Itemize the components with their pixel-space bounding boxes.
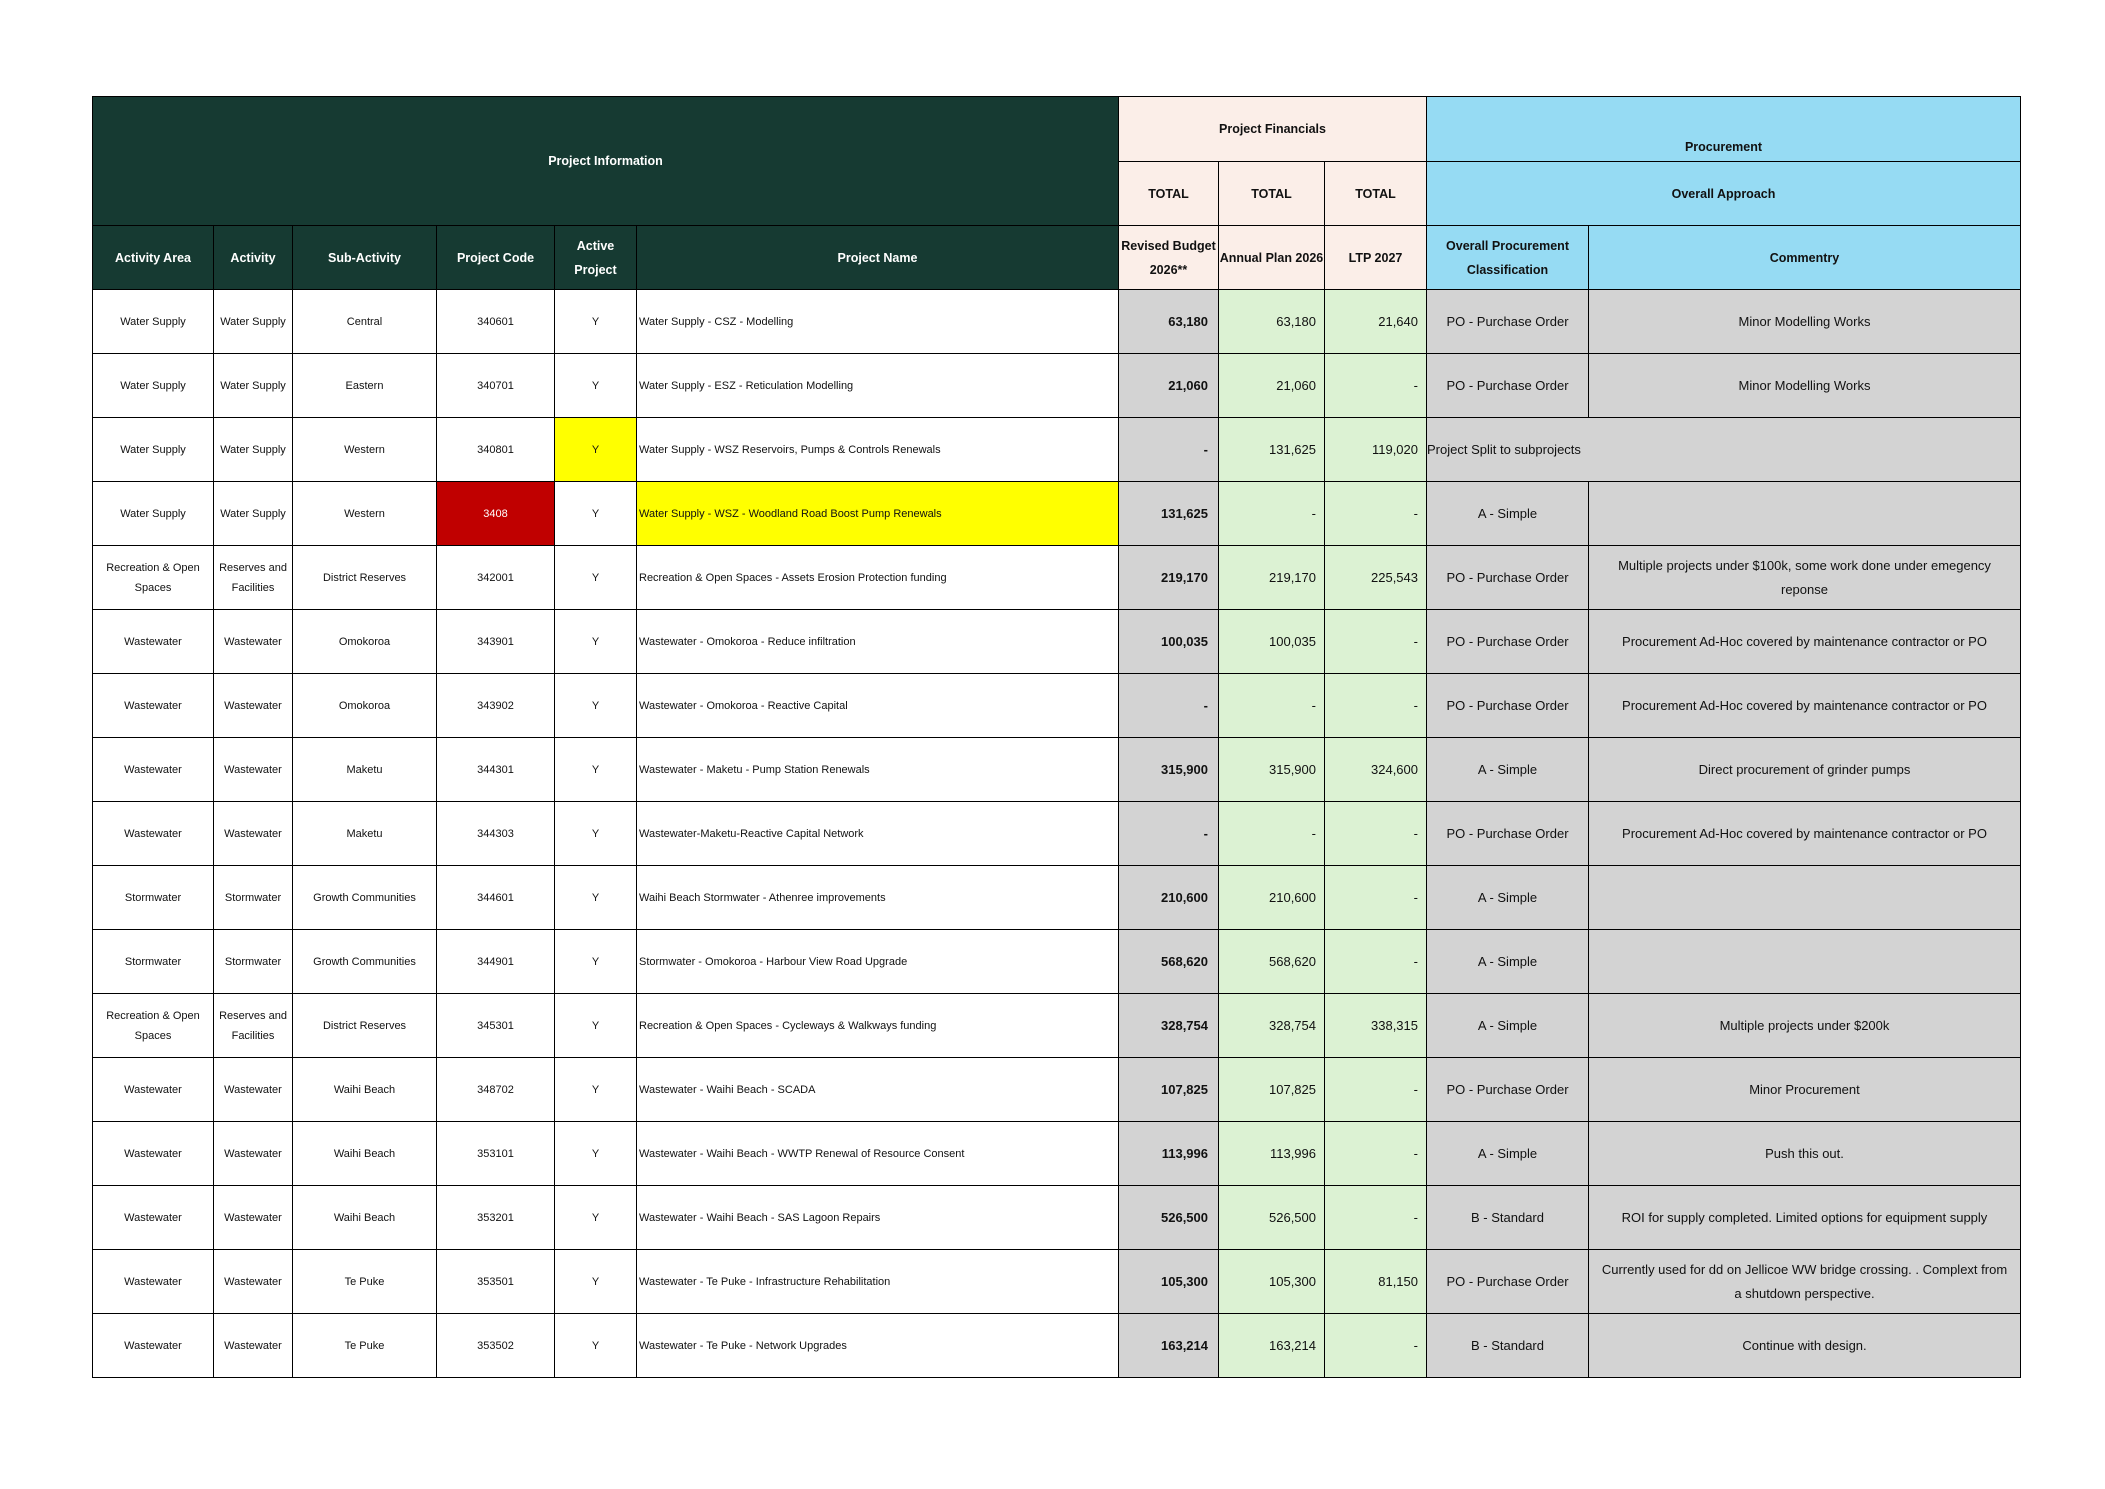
table-row [93,482,2021,546]
total-header-ltp: TOTAL [1325,162,1427,226]
cell-revised-budget: 107,825 [1119,1058,1219,1122]
cell-activity-area: Wastewater [93,1314,214,1378]
cell-classification: B - Standard [1427,1186,1589,1250]
cell-project-name: Stormwater - Omokoroa - Harbour View Road Upgrade [637,930,1119,994]
table-row [93,866,2021,930]
cell-ltp: 225,543 [1325,546,1427,610]
cell-commentry: Minor Procurement [1589,1058,2021,1122]
cell-activity-area: Water Supply [93,418,214,482]
cell-commentry: Procurement Ad-Hoc covered by maintenance contractor or PO [1589,802,2021,866]
cell-sub-activity: Western [293,418,437,482]
cell-commentry: Multiple projects under $100k, some work done under emegency reponse [1589,546,2021,610]
cell-project-name-highlighted: Water Supply - WSZ - Woodland Road Boost Pump Renewals [637,482,1119,546]
cell-commentry [1589,482,2021,546]
cell-ltp: - [1325,354,1427,418]
cell-activity: Wastewater [214,610,293,674]
total-header-revised: TOTAL [1119,162,1219,226]
table-row [93,610,2021,674]
cell-sub-activity: Waihi Beach [293,1186,437,1250]
cell-revised-budget: 131,625 [1119,482,1219,546]
cell-revised-budget: 105,300 [1119,1250,1219,1314]
cell-sub-activity: Growth Communities [293,930,437,994]
cell-activity-area: Wastewater [93,1122,214,1186]
cell-annual-plan: 163,214 [1219,1314,1325,1378]
cell-project-name: Recreation & Open Spaces - Cycleways & Walkways funding [637,994,1119,1058]
col-sub-activity: Sub-Activity [293,226,437,290]
cell-project-name: Wastewater - Omokoroa - Reactive Capital [637,674,1119,738]
cell-project-code: 353101 [437,1122,555,1186]
cell-sub-activity: Eastern [293,354,437,418]
cell-ltp: 81,150 [1325,1250,1427,1314]
cell-project-name: Wastewater - Waihi Beach - SCADA [637,1058,1119,1122]
cell-project-name: Wastewater - Omokoroa - Reduce infiltration [637,610,1119,674]
cell-ltp: 338,315 [1325,994,1427,1058]
cell-annual-plan: 315,900 [1219,738,1325,802]
cell-commentry: Minor Modelling Works [1589,290,2021,354]
table-row [93,1314,2021,1378]
table-row [93,354,2021,418]
cell-project-code: 344901 [437,930,555,994]
col-activity-area: Activity Area [93,226,214,290]
cell-activity: Water Supply [214,354,293,418]
cell-active: Y [555,802,637,866]
cell-activity: Wastewater [214,674,293,738]
table-row [93,994,2021,1058]
cell-commentry: Continue with design. [1589,1314,2021,1378]
cell-project-name: Recreation & Open Spaces - Assets Erosion Protection funding [637,546,1119,610]
table-row [93,546,2021,610]
cell-ltp: 119,020 [1325,418,1427,482]
cell-sub-activity: District Reserves [293,994,437,1058]
cell-project-code: 348702 [437,1058,555,1122]
cell-activity: Stormwater [214,866,293,930]
cell-project-code: 345301 [437,994,555,1058]
cell-activity-area: Recreation & Open Spaces [93,546,214,610]
cell-annual-plan: 21,060 [1219,354,1325,418]
cell-classification: PO - Purchase Order [1427,546,1589,610]
cell-classification: A - Simple [1427,930,1589,994]
project-financials-header: Project Financials [1119,97,1427,162]
cell-project-name: Water Supply - WSZ Reservoirs, Pumps & Controls Renewals [637,418,1119,482]
cell-sub-activity: Te Puke [293,1250,437,1314]
cell-activity-area: Wastewater [93,1058,214,1122]
table-row [93,1186,2021,1250]
table-row [93,290,2021,354]
cell-ltp: - [1325,1122,1427,1186]
cell-commentry [1589,930,2021,994]
cell-annual-plan: 568,620 [1219,930,1325,994]
cell-classification: PO - Purchase Order [1427,1250,1589,1314]
cell-activity-area: Wastewater [93,674,214,738]
cell-revised-budget: 100,035 [1119,610,1219,674]
project-information-header: Project Information [93,97,1119,226]
table-row [93,738,2021,802]
cell-active: Y [555,866,637,930]
cell-project-code: 340801 [437,418,555,482]
cell-annual-plan: 526,500 [1219,1186,1325,1250]
cell-commentry [1589,866,2021,930]
col-annual-plan: Annual Plan 2026 [1219,226,1325,290]
cell-activity: Wastewater [214,738,293,802]
col-revised-budget: Revised Budget 2026** [1119,226,1219,290]
cell-active: Y [555,994,637,1058]
cell-revised-budget: 113,996 [1119,1122,1219,1186]
cell-activity-area: Wastewater [93,610,214,674]
cell-commentry: Push this out. [1589,1122,2021,1186]
cell-classification: Project Split to subprojects [1427,418,2021,482]
cell-sub-activity: District Reserves [293,546,437,610]
cell-classification: A - Simple [1427,738,1589,802]
table-row [93,930,2021,994]
cell-ltp: - [1325,482,1427,546]
cell-activity-area: Water Supply [93,354,214,418]
cell-commentry: Currently used for dd on Jellicoe WW bridge crossing. . Complext from a shutdown perspective. [1589,1250,2021,1314]
col-ltp: LTP 2027 [1325,226,1427,290]
cell-project-code: 340701 [437,354,555,418]
cell-activity: Wastewater [214,1186,293,1250]
cell-classification: PO - Purchase Order [1427,354,1589,418]
cell-classification: PO - Purchase Order [1427,1058,1589,1122]
cell-activity-area: Wastewater [93,1250,214,1314]
cell-activity-area: Wastewater [93,738,214,802]
cell-sub-activity: Maketu [293,738,437,802]
cell-active: Y [555,1058,637,1122]
cell-sub-activity: Te Puke [293,1314,437,1378]
cell-revised-budget: - [1119,802,1219,866]
col-project-code: Project Code [437,226,555,290]
cell-classification: A - Simple [1427,482,1589,546]
cell-project-name: Water Supply - CSZ - Modelling [637,290,1119,354]
cell-annual-plan: 131,625 [1219,418,1325,482]
cell-active: Y [555,1122,637,1186]
cell-activity: Reserves and Facilities [214,994,293,1058]
table-row [93,674,2021,738]
cell-project-code: 353201 [437,1186,555,1250]
cell-commentry: Multiple projects under $200k [1589,994,2021,1058]
cell-active: Y [555,354,637,418]
cell-activity: Reserves and Facilities [214,546,293,610]
col-commentry: Commentry [1589,226,2021,290]
cell-classification: PO - Purchase Order [1427,674,1589,738]
cell-activity: Wastewater [214,1058,293,1122]
cell-project-name: Wastewater - Waihi Beach - WWTP Renewal of Resource Consent [637,1122,1119,1186]
cell-ltp: - [1325,1058,1427,1122]
cell-active: Y [555,1250,637,1314]
cell-annual-plan: 105,300 [1219,1250,1325,1314]
cell-activity-area: Stormwater [93,866,214,930]
cell-ltp: - [1325,802,1427,866]
cell-revised-budget: - [1119,674,1219,738]
cell-ltp: - [1325,1186,1427,1250]
cell-active: Y [555,610,637,674]
cell-sub-activity: Central [293,290,437,354]
cell-classification: A - Simple [1427,994,1589,1058]
cell-classification: PO - Purchase Order [1427,610,1589,674]
cell-ltp: - [1325,930,1427,994]
cell-ltp: - [1325,610,1427,674]
cell-sub-activity: Maketu [293,802,437,866]
cell-sub-activity: Growth Communities [293,866,437,930]
cell-classification: B - Standard [1427,1314,1589,1378]
cell-revised-budget: 21,060 [1119,354,1219,418]
cell-classification: PO - Purchase Order [1427,290,1589,354]
cell-ltp: - [1325,674,1427,738]
cell-sub-activity: Omokoroa [293,610,437,674]
col-active-project: Active Project [555,226,637,290]
cell-revised-budget: 63,180 [1119,290,1219,354]
cell-annual-plan: 63,180 [1219,290,1325,354]
cell-project-code: 343901 [437,610,555,674]
cell-ltp: 324,600 [1325,738,1427,802]
total-header-plan: TOTAL [1219,162,1325,226]
cell-ltp: 21,640 [1325,290,1427,354]
project-table [92,96,2021,1378]
cell-activity: Wastewater [214,1250,293,1314]
cell-project-code: 344303 [437,802,555,866]
cell-activity-area: Water Supply [93,482,214,546]
cell-commentry: ROI for supply completed. Limited options for equipment supply [1589,1186,2021,1250]
cell-annual-plan: - [1219,482,1325,546]
cell-annual-plan: 328,754 [1219,994,1325,1058]
cell-active: Y [555,1186,637,1250]
cell-classification: A - Simple [1427,1122,1589,1186]
cell-revised-budget: 568,620 [1119,930,1219,994]
cell-activity-area: Water Supply [93,290,214,354]
cell-project-name: Wastewater - Te Puke - Infrastructure Rehabilitation [637,1250,1119,1314]
cell-sub-activity: Western [293,482,437,546]
cell-revised-budget: 328,754 [1119,994,1219,1058]
cell-activity: Wastewater [214,1314,293,1378]
cell-sub-activity: Omokoroa [293,674,437,738]
cell-sub-activity: Waihi Beach [293,1122,437,1186]
cell-activity-area: Wastewater [93,802,214,866]
cell-commentry: Direct procurement of grinder pumps [1589,738,2021,802]
cell-commentry: Procurement Ad-Hoc covered by maintenance contractor or PO [1589,610,2021,674]
cell-project-name: Wastewater - Waihi Beach - SAS Lagoon Repairs [637,1186,1119,1250]
cell-activity: Water Supply [214,418,293,482]
cell-active: Y [555,930,637,994]
procurement-header: Procurement [1427,97,2021,162]
cell-project-name: Wastewater - Te Puke - Network Upgrades [637,1314,1119,1378]
cell-annual-plan: - [1219,802,1325,866]
cell-project-code-highlighted: 3408 [437,482,555,546]
table-row [93,1250,2021,1314]
cell-sub-activity: Waihi Beach [293,1058,437,1122]
overall-approach-header: Overall Approach [1427,162,2021,226]
cell-project-code: 342001 [437,546,555,610]
cell-activity-area: Stormwater [93,930,214,994]
cell-project-name: Waihi Beach Stormwater - Athenree improvements [637,866,1119,930]
table-row [93,418,2021,482]
cell-project-code: 344301 [437,738,555,802]
cell-activity: Water Supply [214,290,293,354]
cell-active-highlighted: Y [555,418,637,482]
cell-revised-budget: 526,500 [1119,1186,1219,1250]
col-activity: Activity [214,226,293,290]
cell-annual-plan: 113,996 [1219,1122,1325,1186]
cell-revised-budget: 210,600 [1119,866,1219,930]
table-row [93,1122,2021,1186]
cell-active: Y [555,482,637,546]
cell-annual-plan: 100,035 [1219,610,1325,674]
col-classification: Overall Procurement Classification [1427,226,1589,290]
cell-project-name: Water Supply - ESZ - Reticulation Modelling [637,354,1119,418]
cell-activity-area: Wastewater [93,1186,214,1250]
cell-classification: A - Simple [1427,866,1589,930]
cell-annual-plan: 219,170 [1219,546,1325,610]
cell-revised-budget: - [1119,418,1219,482]
cell-annual-plan: 107,825 [1219,1058,1325,1122]
table-row [93,1058,2021,1122]
cell-active: Y [555,1314,637,1378]
cell-annual-plan: - [1219,674,1325,738]
cell-activity: Water Supply [214,482,293,546]
cell-project-code: 353501 [437,1250,555,1314]
cell-active: Y [555,738,637,802]
cell-revised-budget: 315,900 [1119,738,1219,802]
cell-project-name: Wastewater-Maketu-Reactive Capital Network [637,802,1119,866]
cell-revised-budget: 163,214 [1119,1314,1219,1378]
cell-revised-budget: 219,170 [1119,546,1219,610]
cell-project-code: 353502 [437,1314,555,1378]
table-row [93,802,2021,866]
cell-activity-area: Recreation & Open Spaces [93,994,214,1058]
cell-active: Y [555,290,637,354]
cell-project-name: Wastewater - Maketu - Pump Station Renewals [637,738,1119,802]
cell-activity: Wastewater [214,802,293,866]
cell-ltp: - [1325,866,1427,930]
cell-commentry: Procurement Ad-Hoc covered by maintenance contractor or PO [1589,674,2021,738]
cell-ltp: - [1325,1314,1427,1378]
cell-activity: Wastewater [214,1122,293,1186]
cell-project-code: 340601 [437,290,555,354]
cell-classification: PO - Purchase Order [1427,802,1589,866]
cell-active: Y [555,674,637,738]
col-project-name: Project Name [637,226,1119,290]
cell-active: Y [555,546,637,610]
cell-project-code: 344601 [437,866,555,930]
cell-annual-plan: 210,600 [1219,866,1325,930]
cell-project-code: 343902 [437,674,555,738]
cell-activity: Stormwater [214,930,293,994]
cell-commentry: Minor Modelling Works [1589,354,2021,418]
